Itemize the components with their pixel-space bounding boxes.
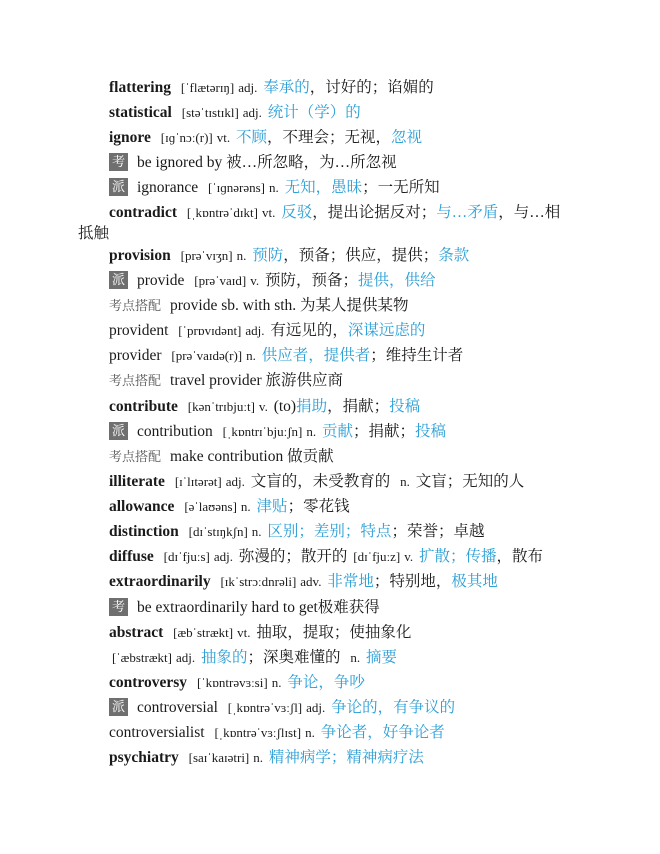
phonetic: [ˈæbstrækt]: [112, 650, 172, 665]
phonetic: [prəˈvaɪd]: [194, 273, 247, 288]
key-meaning: 统计（学）的: [267, 104, 361, 121]
meaning: 抽取，提取；使抽象化: [256, 624, 412, 641]
key-meaning: 争论，争吵: [287, 674, 365, 691]
phonetic: [əˈlaʊəns]: [184, 499, 237, 514]
key-meaning: 深谋远虑的: [347, 322, 426, 339]
part-of-speech: vt.: [216, 130, 231, 145]
meaning: ，散布: [496, 548, 544, 565]
derived-word: contribution: [137, 423, 213, 440]
collocation-travel-provider: [109, 370, 598, 391]
headword: allowance: [109, 498, 175, 515]
exam-tag: 考: [109, 153, 128, 171]
exam-phrase-extraordinarily: [109, 597, 598, 618]
phonetic: [ˈflætərɪŋ]: [180, 80, 235, 95]
phonetic: [ˌkɒntrɪˈbjuːʃn]: [222, 424, 303, 439]
phonetic: [ˈɪɡnərəns]: [207, 180, 266, 195]
meaning: ；深奥难懂的: [247, 649, 341, 666]
key-meaning: 捐助: [296, 398, 328, 415]
meaning: ，提出论据反对；: [312, 204, 437, 221]
key-meaning: 非常地: [327, 573, 374, 590]
entry-abstract: [109, 622, 598, 643]
headword: controversy: [109, 674, 188, 691]
derived-word: provide: [137, 272, 185, 289]
key-meaning: 投稿: [415, 423, 447, 440]
phonetic: [ɪkˈstrɔːdnrəli]: [220, 574, 297, 589]
entry-contribution: [109, 421, 598, 442]
phonetic: [ˌkɒntrəˈdɪkt]: [186, 205, 258, 220]
entry-extraordinarily: [109, 571, 598, 592]
phonetic: [kənˈtrɪbjuːt]: [187, 399, 255, 414]
meaning: ，不理会；无视，: [267, 129, 392, 146]
headword: distinction: [109, 523, 179, 540]
part-of-speech: n.: [236, 248, 247, 263]
key-meaning: 反驳: [281, 204, 313, 221]
entry-provider: [109, 345, 598, 366]
meaning: 弥漫的；散开的: [238, 548, 348, 565]
meaning: 文盲的，未受教育的: [250, 473, 391, 490]
phonetic: [ˈprɒvɪdənt]: [178, 323, 242, 338]
exam-phrase-ignored: [109, 152, 598, 173]
key-meaning: 忽视: [391, 129, 423, 146]
phonetic: [dɪˈfjuːs]: [163, 549, 210, 564]
part-of-speech: adv.: [300, 574, 322, 589]
headword: illiterate: [109, 473, 165, 490]
key-meaning: 津贴: [256, 498, 288, 515]
phonetic: [stəˈtɪstɪkl]: [181, 105, 239, 120]
headword: psychiatry: [109, 749, 179, 766]
part-of-speech: n.: [253, 750, 264, 765]
key-meaning: 与…矛盾: [436, 204, 499, 221]
part-of-speech: adj.: [242, 105, 262, 120]
derived-word: ignorance: [137, 179, 199, 196]
key-meaning: 扩散；传播: [419, 548, 497, 565]
entry-provident: [109, 320, 598, 341]
key-meaning: 争论者，好争论者: [320, 724, 445, 741]
phonetic: [ˌkɒntrəˈvɜːʃlɪst]: [214, 725, 302, 740]
phonetic: [prəˈvaɪdə(r)]: [171, 348, 243, 363]
part-of-speech: n.: [251, 524, 262, 539]
phonetic: [ˈkɒntrəvɜːsi]: [196, 675, 268, 690]
key-meaning: 奉承的: [263, 79, 310, 96]
meaning: 有远见的，: [270, 322, 348, 339]
derived-tag: 派: [109, 422, 128, 440]
derived-tag: 派: [109, 178, 128, 196]
part-of-speech: vt.: [237, 625, 251, 640]
part-of-speech: n.: [350, 650, 361, 665]
phrase: make contribution 做贡献: [170, 448, 334, 465]
entry-diffuse: [109, 546, 598, 567]
meaning: ，预备；供应，提供；: [283, 247, 439, 264]
headword: contradict: [109, 204, 178, 221]
key-meaning: 不顾: [236, 129, 268, 146]
meaning: ；一无所知: [362, 179, 440, 196]
key-meaning: 无知，愚昧: [284, 179, 363, 196]
headword: statistical: [109, 104, 172, 121]
key-meaning: 精神病学；精神病疗法: [268, 749, 424, 766]
collocation-tag: 考点搭配: [109, 298, 162, 313]
headword: diffuse: [109, 548, 154, 565]
phrase: be extraordinarily hard to get极难获得: [137, 599, 380, 616]
entry-controversy: [109, 672, 598, 693]
entry-abstract-adj: [112, 647, 598, 668]
entry-flattering: [109, 77, 598, 98]
derived-word: provident: [109, 322, 169, 339]
part-of-speech: n.: [305, 725, 315, 740]
meaning: ；捐献；: [353, 423, 416, 440]
collocation-make-contribution: [109, 446, 598, 467]
phrase: provide sb. with sth. 为某人提供某物: [170, 297, 409, 314]
entry-contribute: [109, 396, 598, 417]
collocation-provide-with: [109, 295, 598, 316]
entry-provide: [109, 270, 598, 291]
part-of-speech: n.: [306, 424, 317, 439]
derived-tag: 派: [109, 698, 128, 716]
preposition: (to): [273, 398, 297, 415]
phonetic: [dɪˈstɪŋkʃn]: [188, 524, 248, 539]
meaning: ，讨好的；谄媚的: [309, 79, 434, 96]
phonetic: [prəˈvɪʒn]: [180, 248, 233, 263]
phonetic: [dɪˈfjuːz]: [353, 549, 401, 564]
meaning: ，与…相: [498, 204, 561, 221]
entry-distinction: [109, 521, 598, 542]
entry-controversial: [109, 697, 598, 718]
entry-illiterate: [109, 471, 598, 492]
collocation-tag: 考点搭配: [109, 373, 162, 388]
phonetic: [æbˈstrækt]: [173, 625, 234, 640]
part-of-speech: adj.: [213, 549, 234, 564]
key-meaning: 预防: [252, 247, 284, 264]
part-of-speech: v.: [250, 273, 260, 288]
part-of-speech: adj.: [225, 474, 245, 489]
key-meaning: 抽象的: [200, 649, 248, 666]
entry-ignorance: [109, 177, 598, 198]
derived-word: provider: [109, 347, 162, 364]
meaning: 文盲；无知的人: [415, 473, 525, 490]
phonetic: [ˌkɒntrəˈvɜːʃl]: [227, 700, 303, 715]
derived-word: controversial: [137, 699, 218, 716]
phonetic: [saɪˈkaɪətri]: [188, 750, 250, 765]
part-of-speech: n.: [240, 499, 251, 514]
headword: extraordinarily: [109, 573, 211, 590]
derived-word: controversialist: [109, 724, 205, 741]
meaning: ；维持生计者: [370, 347, 464, 364]
part-of-speech: n.: [269, 180, 279, 195]
key-meaning: 区别；差别；特点: [267, 523, 392, 540]
part-of-speech: n.: [246, 348, 256, 363]
key-meaning: 投稿: [389, 398, 421, 415]
headword: contribute: [109, 398, 178, 415]
key-meaning: 极其地: [451, 573, 498, 590]
derived-tag: 派: [109, 271, 128, 289]
part-of-speech: vt.: [261, 205, 276, 220]
meaning: ；荣誉；卓越: [391, 523, 485, 540]
key-meaning: 提供，供给: [358, 272, 436, 289]
entry-psychiatry: [109, 747, 598, 768]
meaning-continued: 抵触: [78, 225, 110, 242]
part-of-speech: adj.: [238, 80, 258, 95]
headword: abstract: [109, 624, 164, 641]
phonetic: [ɪɡˈnɔː(r)]: [160, 130, 213, 145]
entry-statistical: [109, 102, 598, 123]
key-meaning: 条款: [438, 247, 470, 264]
phrase: travel provider 旅游供应商: [170, 372, 344, 389]
part-of-speech: n.: [400, 474, 410, 489]
phrase: be ignored by 被…所忽略，为…所忽视: [137, 154, 397, 171]
entry-provision: [109, 245, 598, 266]
meaning: ，捐献；: [327, 398, 390, 415]
headword: flattering: [109, 79, 171, 96]
entry-controversialist: [109, 722, 598, 743]
headword: ignore: [109, 129, 151, 146]
meaning: 预防，预备；: [264, 272, 358, 289]
entry-ignore: [109, 127, 598, 148]
headword: provision: [109, 247, 171, 264]
phonetic: [ɪˈlɪtərət]: [174, 474, 222, 489]
key-meaning: 贡献: [322, 423, 354, 440]
part-of-speech: adj.: [306, 700, 326, 715]
key-meaning: 供应者，提供者: [261, 347, 371, 364]
key-meaning: 争论的，有争议的: [331, 699, 456, 716]
part-of-speech: adj.: [175, 650, 196, 665]
exam-tag: 考: [109, 598, 128, 616]
part-of-speech: adj.: [245, 323, 265, 338]
part-of-speech: v.: [258, 399, 268, 414]
meaning: ；特别地，: [373, 573, 452, 590]
collocation-tag: 考点搭配: [109, 449, 162, 464]
entry-allowance: [109, 496, 598, 517]
key-meaning: 摘要: [366, 649, 398, 666]
part-of-speech: v.: [404, 549, 414, 564]
entry-contradict: [78, 202, 598, 244]
meaning: ；零花钱: [287, 498, 350, 515]
part-of-speech: n.: [271, 675, 282, 690]
